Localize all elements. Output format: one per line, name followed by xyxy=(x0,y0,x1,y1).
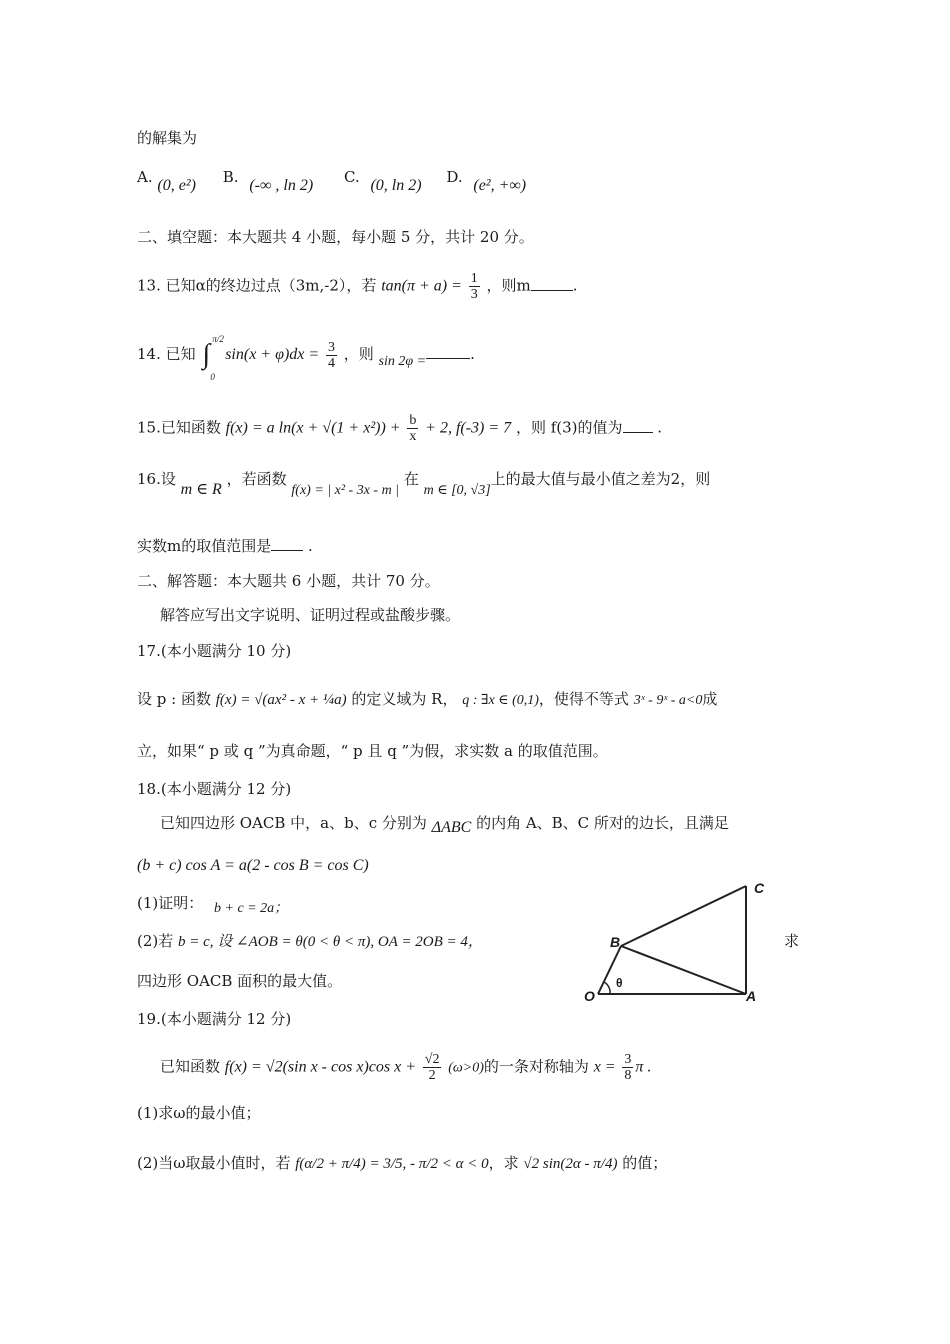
text: 在 xyxy=(403,470,419,488)
math-expr: (b + c) cos A = a(2 - cos B = cos C) xyxy=(137,857,369,874)
question-header xyxy=(137,1008,291,1030)
question-15: 15.已知函数 f(x) = a ln(x + √(1 + x²)) + $\frac{b}{x}$ + 2, f(-3) = 7 ，则 f(3)的值为 . xyxy=(137,413,663,444)
text: (1)证明： xyxy=(137,894,204,912)
text: 13. 已知α的终边过点（3m,-2），若 xyxy=(137,276,377,295)
fraction xyxy=(622,1052,633,1083)
fraction xyxy=(469,271,480,302)
math-expr: m ∈ R xyxy=(180,481,222,498)
text: 的值； xyxy=(622,1154,668,1172)
text-line xyxy=(784,930,799,952)
text: ，求 xyxy=(488,1154,519,1172)
text-line xyxy=(137,740,608,762)
math-expr: f(α/2 + π/4) = 3/5, - π/2 < α < 0 xyxy=(295,1156,489,1172)
text: 已知四边形 OACB 中，a、b、c 分别为 xyxy=(160,814,427,832)
math-expr: x = xyxy=(593,1058,616,1076)
label-b: B xyxy=(610,934,621,950)
angle-arc xyxy=(604,982,610,994)
math-expr: π . xyxy=(635,1058,652,1076)
math-expr: √2 sin(2α - π/4) xyxy=(523,1156,618,1172)
text: 的内角 A、B、C 所对的边长，且满足 xyxy=(476,814,729,832)
text-line xyxy=(137,127,197,149)
text-line xyxy=(160,604,460,626)
math-expr: m ∈ [0, √3] xyxy=(423,483,491,498)
text: 16.设 xyxy=(137,470,176,488)
math-expr: f(x) = | x² - 3x - m | xyxy=(291,483,400,498)
text: ，若函数 xyxy=(226,470,287,488)
section-heading xyxy=(137,570,440,592)
answer-blank xyxy=(531,276,573,291)
option-d-expr: (e², +∞) xyxy=(473,177,527,194)
question-19 xyxy=(160,1052,651,1083)
text: 15.已知函数 xyxy=(137,418,221,437)
option-d-label: D. xyxy=(446,168,463,186)
text: 四边形 OACB 面积的最大值。 xyxy=(137,972,343,990)
text: (1)求ω的最小值； xyxy=(137,1104,261,1122)
denominator: x xyxy=(409,429,417,444)
answer-options xyxy=(137,166,527,194)
fraction xyxy=(407,413,418,444)
integral-lower: 0 xyxy=(210,372,215,382)
text-line xyxy=(137,930,483,953)
figure-svg xyxy=(580,872,770,1012)
numerator: 1 xyxy=(470,271,478,286)
fraction xyxy=(423,1052,442,1083)
math-expr: sin(x + φ)dx = xyxy=(225,346,320,363)
option-a-expr: (0, e²) xyxy=(157,177,196,194)
text-line xyxy=(137,1152,667,1175)
math-expr: + 2, f(-3) = 7 xyxy=(425,419,512,437)
question-header xyxy=(137,640,291,662)
text: ，则 f(3)的值为 xyxy=(515,418,623,437)
text: 18.(本小题满分 12 分) xyxy=(137,780,292,798)
math-expr: sin 2φ = xyxy=(378,354,427,369)
math-expr: b = c, 设 ∠AOB = θ(0 < θ < π), OA = 2OB = 4， xyxy=(178,934,483,950)
math-expr: f(x) = a ln(x + √(1 + x²)) + xyxy=(225,419,401,437)
text: ，则m xyxy=(486,276,531,295)
text-line xyxy=(137,892,288,916)
label-theta: θ xyxy=(616,976,623,990)
text: 求 xyxy=(784,932,800,950)
text: (2)当ω取最小值时，若 xyxy=(137,1154,291,1172)
text: 19.(本小题满分 12 分) xyxy=(137,1010,292,1028)
numerator: √2 xyxy=(424,1052,440,1067)
text: 成 xyxy=(702,690,718,708)
question-18 xyxy=(160,812,729,835)
option-c-expr: (0, ln 2) xyxy=(370,177,422,194)
text: ，使得不等式 xyxy=(538,690,629,708)
question-14: 14. 已知 ∫ π/2 0 sin(x + φ)dx = $\frac{3}{4}$ ，则 sin 2φ = . xyxy=(137,338,475,372)
label-a: A xyxy=(746,988,757,1004)
question-13: 13. 已知α的终边过点（3m,-2），若 tan(π + a) = $\frac{1}{3}$ ，则m . xyxy=(137,271,578,302)
text: 二、解答题：本大题共 6 小题，共计 70 分。 xyxy=(137,572,440,590)
text: 上的最大值与最小值之差为2，则 xyxy=(490,470,711,488)
text-line: 实数m的取值范围是 . xyxy=(137,537,313,555)
math-expr: (ω>0) xyxy=(448,1060,484,1076)
math-expr: f(x) = √(ax² - x + ¼a) xyxy=(215,692,347,708)
text: 已知函数 xyxy=(160,1057,221,1076)
text: 解答应写出文字说明、证明过程或盐酸步骤。 xyxy=(160,606,461,624)
text: 17.(本小题满分 10 分) xyxy=(137,642,292,660)
text: 立，如果“ p 或 q ”为真命题，“ p 且 q ”为假，求实数 a 的取值范围。 xyxy=(137,742,608,760)
text: 的一条对称轴为 xyxy=(483,1057,589,1076)
fraction xyxy=(326,340,337,371)
integral-upper: π/2 xyxy=(212,334,224,344)
denominator: 8 xyxy=(624,1068,632,1083)
text: 设 p : 函数 xyxy=(137,690,211,708)
option-c-label: C. xyxy=(343,168,360,186)
math-expr: tan(π + a) = xyxy=(381,277,462,295)
text: (2)若 xyxy=(137,932,174,950)
math-expr: b + c = 2a； xyxy=(214,901,289,916)
question-16 xyxy=(137,468,711,498)
numerator: 3 xyxy=(327,339,335,355)
text: 实数m的取值范围是 xyxy=(137,537,272,555)
text: ，则 xyxy=(343,345,374,363)
label-c: C xyxy=(754,880,765,896)
option-b-expr: (-∞ , ln 2) xyxy=(249,177,314,194)
numerator: 3 xyxy=(624,1052,632,1067)
integral-sign: ∫ π/2 0 xyxy=(200,338,220,372)
text: 二、填空题：本大题共 4 小题，每小题 5 分，共计 20 分。 xyxy=(137,228,534,246)
answer-blank xyxy=(623,418,653,433)
text-line xyxy=(137,1102,260,1124)
quadrilateral-figure xyxy=(580,872,770,1012)
text-line xyxy=(137,970,342,992)
math-expr: 3ˣ - 9ˣ - a<0 xyxy=(633,693,703,708)
answer-blank xyxy=(426,344,470,359)
math-expr: ΔABC xyxy=(431,819,472,836)
question-17 xyxy=(137,688,717,712)
text: 的定义域为 R， xyxy=(351,690,458,708)
math-line xyxy=(137,854,369,877)
denominator: 2 xyxy=(428,1068,436,1083)
denominator: 4 xyxy=(327,355,335,371)
text: 的解集为 xyxy=(137,129,198,147)
option-b-label: B. xyxy=(222,168,239,186)
question-header xyxy=(137,778,291,800)
text: 14. 已知 xyxy=(137,345,196,363)
label-o: O xyxy=(584,988,595,1004)
answer-blank xyxy=(271,536,303,551)
denominator: 3 xyxy=(470,287,478,302)
segment-ba xyxy=(621,946,746,994)
numerator: b xyxy=(409,413,417,428)
math-expr: q : ∃x ∈ (0,1) xyxy=(462,693,539,708)
segment-bc xyxy=(621,886,746,946)
option-a-label: A. xyxy=(137,168,153,186)
math-expr: f(x) = √2(sin x - cos x)cos x + xyxy=(224,1058,416,1076)
section-heading xyxy=(137,226,534,248)
